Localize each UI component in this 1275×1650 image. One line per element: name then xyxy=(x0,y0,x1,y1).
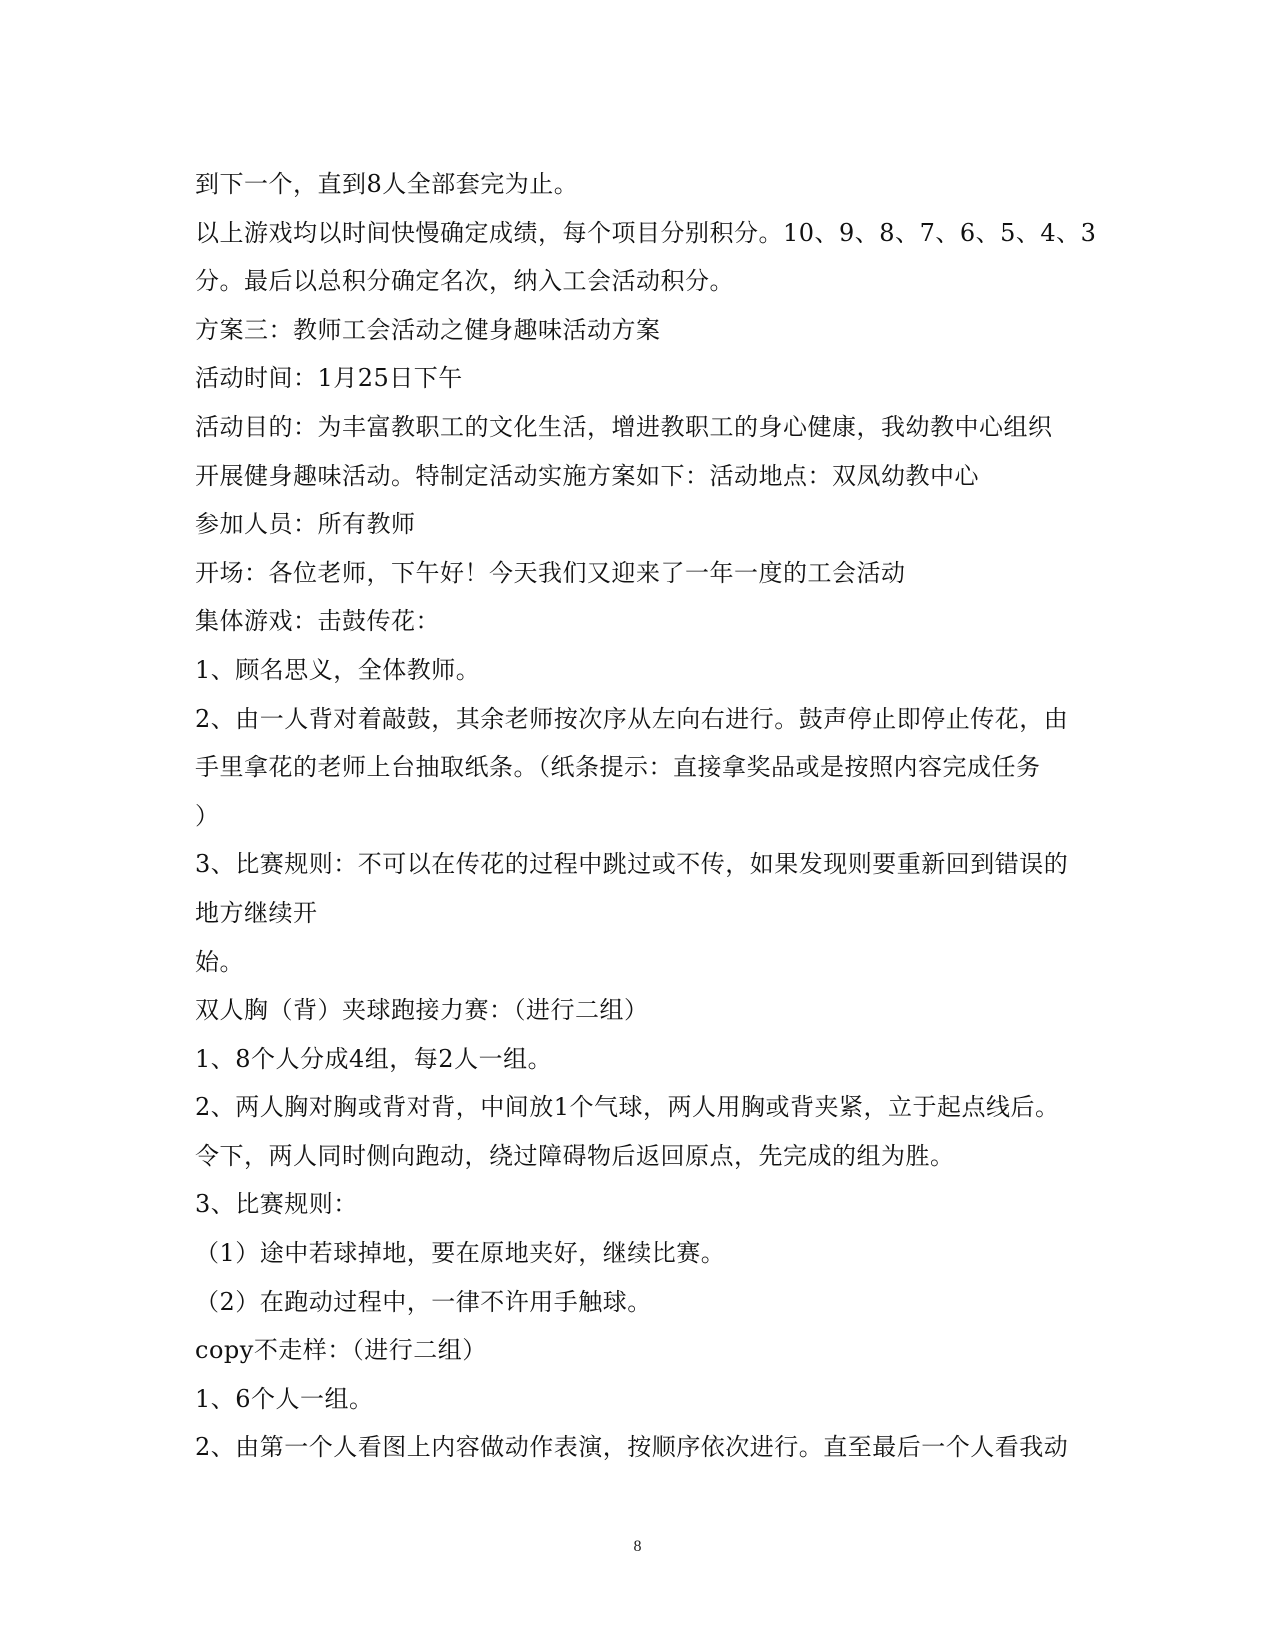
text-line: 2、由一人背对着敲鼓，其余老师按次序从左向右进行。鼓声停止即停止传花，由 xyxy=(195,704,1069,733)
text-line: 1、6个人一组。 xyxy=(195,1384,374,1413)
text-line: 手里拿花的老师上台抽取纸条。（纸条提示：直接拿奖品或是按照内容完成任务 xyxy=(195,753,1041,782)
text-line: 活动目的：为丰富教职工的文化生活，增进教职工的身心健康，我幼教中心组织 xyxy=(195,412,1053,441)
text-line: 活动时间：1月25日下午 xyxy=(195,364,463,393)
document-body xyxy=(195,160,1095,1472)
text-line: 3、比赛规则： xyxy=(195,1190,358,1219)
text-line: （2）在跑动过程中，一律不许用手触球。 xyxy=(195,1287,652,1316)
text-line: 以上游戏均以时间快慢确定成绩，每个项目分别积分。10、9、8、7、6、5、4、3 xyxy=(195,218,1097,247)
section-heading: 方案三：教师工会活动之健身趣味活动方案 xyxy=(195,315,661,344)
text-line: 2、由第一个人看图上内容做动作表演，按顺序依次进行。直至最后一个人看我动 xyxy=(195,1433,1069,1462)
text-line: 集体游戏：击鼓传花： xyxy=(195,607,440,636)
text-line: copy不走样：（进行二组） xyxy=(195,1336,487,1365)
text-line: （1）途中若球掉地，要在原地夹好，继续比赛。 xyxy=(195,1239,726,1268)
text-line: 分。最后以总积分确定名次，纳入工会活动积分。 xyxy=(195,267,734,296)
text-line: 令下，两人同时侧向跑动，绕过障碍物后返回原点，先完成的组为胜。 xyxy=(195,1141,955,1170)
text-line: 3、比赛规则：不可以在传花的过程中跳过或不传，如果发现则要重新回到错误的 xyxy=(195,850,1069,879)
text-line: 2、两人胸对胸或背对背，中间放1个气球，两人用胸或背夹紧，立于起点线后。 xyxy=(195,1093,1060,1122)
text-line: 到下一个，直到8人全部套完为止。 xyxy=(195,170,579,198)
text-line: 始。 xyxy=(195,947,244,976)
text-line: 双人胸（背）夹球跑接力赛：（进行二组） xyxy=(195,996,649,1025)
text-line: 参加人员：所有教师 xyxy=(195,510,416,539)
text-line: 1、8个人分成4组，每2人一组。 xyxy=(195,1044,553,1073)
text-line: 开展健身趣味活动。特制定活动实施方案如下：活动地点：双凤幼教中心 xyxy=(195,461,979,490)
page-number: 8 xyxy=(633,1538,642,1555)
text-line: ） xyxy=(195,801,220,830)
text-line: 1、顾名思义，全体教师。 xyxy=(195,655,481,684)
text-line: 开场：各位老师，下午好！今天我们又迎来了一年一度的工会活动 xyxy=(195,558,906,587)
text-line: 地方继续开 xyxy=(195,898,318,927)
